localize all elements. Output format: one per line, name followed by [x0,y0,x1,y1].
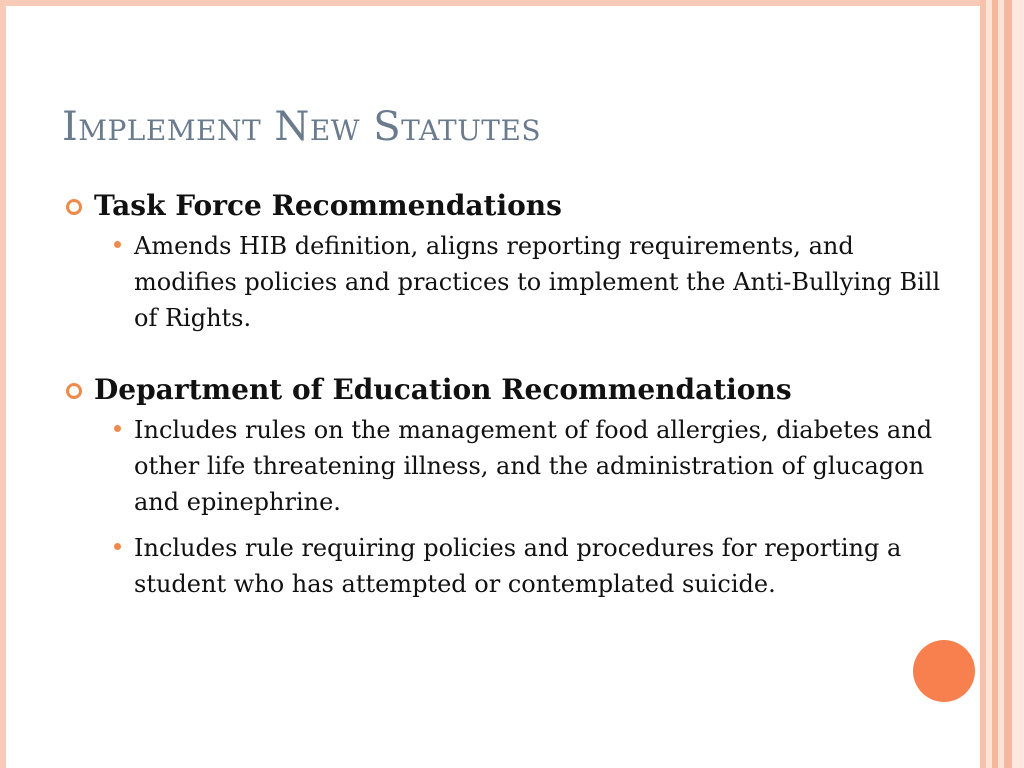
left-border [0,0,6,768]
section-heading: Department of Education Recommendations [94,373,792,406]
section-heading: Task Force Recommendations [94,189,562,222]
section-department-of-education [62,370,942,602]
list-item [94,530,942,602]
ring-bullet-icon [66,199,82,215]
list-item [94,228,942,336]
right-stripe [1012,0,1024,768]
decorative-circle [913,640,975,702]
bullet-text: Includes rules on the management of food allergies, diabetes and other life threatening illness, and the administration of glucagon and epinephrine. [134,416,933,516]
dot-bullet-icon [114,543,121,550]
section-task-force [62,186,942,336]
dot-bullet-icon [114,425,121,432]
list-item [94,412,942,520]
bullet-text: Includes rule requiring policies and procedures for reporting a student who has attempted or contemplated suicide. [134,534,902,598]
top-border [0,0,980,6]
slide-content [62,186,942,602]
dot-bullet-icon [114,241,121,248]
slide-title: Implement New Statutes [62,104,542,150]
ring-bullet-icon [66,383,82,399]
right-stripe [1004,0,1012,768]
bullet-text: Amends HIB definition, aligns reporting requirements, and modifies policies and practices to implement the Anti-Bullying Bill of Rights. [134,232,941,332]
